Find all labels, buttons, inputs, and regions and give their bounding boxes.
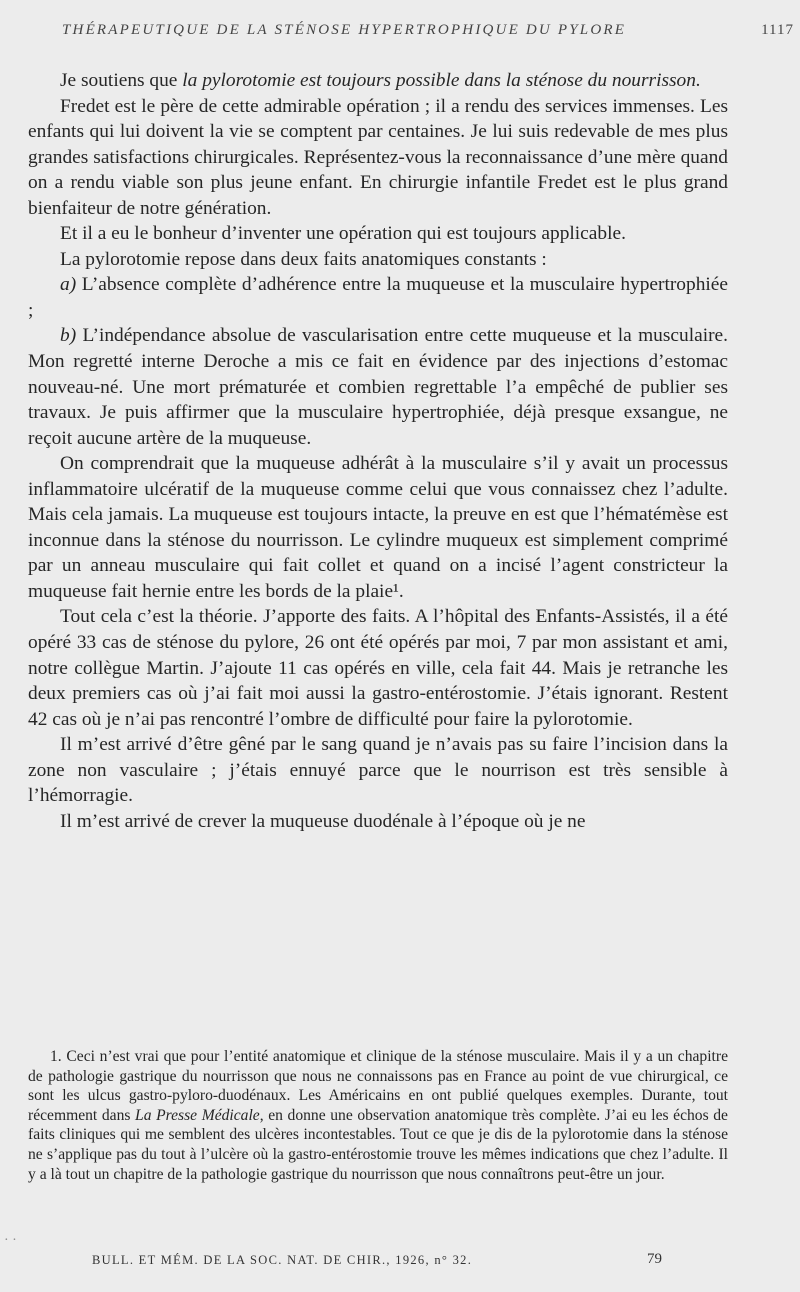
main-text — [28, 68, 728, 834]
list-item-b-text: L’indépendance absolue de vascularisation entre cette muqueuse et la musculaire. Mon regretté interne Deroche a mis ce fait en évidence par des injections d’estomac nouveau-né. Une mort prématurée et combien regrettable l’a empêché de publier ses travaux. Je puis affirmer que la musculaire hypertrophiée, déjà presque exsangue, ne reçoit aucune artère de la muqueuse. — [28, 325, 728, 449]
list-item-a-text: L’absence complète d’adhérence entre la muqueuse et la musculaire hypertrophiée ; — [28, 274, 728, 321]
paragraph-thesis-emphasis: la pylorotomie est toujours possible dans la sténose du nourrisson. — [182, 70, 701, 91]
footnotes — [28, 1047, 728, 1184]
footnote-text-start: 1. Ceci n’est vrai que pour l’entité anatomique et clinique de la sténose musculaire. Mais il y a un chapitre de pathologie gastrique du nourrisson que nous ne connaissons pas en France au point de vue chirurgical, ce sont les ulcus gastro-pyloro-duodénaux. Les Américains en ont publié quelques exemples. Durante, tout récemment dans — [28, 1048, 728, 1124]
list-item-b — [28, 323, 728, 451]
paragraph-anatomical-facts: La pylorotomie repose dans deux faits anatomiques constants : — [60, 248, 547, 270]
signature-mark: 79 — [647, 1251, 662, 1267]
running-head — [62, 22, 794, 39]
paragraph-thesis-text: Je soutiens que — [60, 70, 183, 91]
list-marker-b: b) — [60, 325, 77, 347]
page-number: 1117 — [761, 22, 794, 38]
running-title: THÉRAPEUTIQUE DE LA STÉNOSE HYPERTROPHIQUE DU PYLORE — [62, 22, 627, 38]
paragraph-thesis — [28, 68, 728, 94]
list-marker-a: a) — [60, 274, 77, 296]
paragraph-cases: Tout cela c’est la théorie. J’apporte des faits. A l’hôpital des Enfants-Assistés, il a été opéré 33 cas de sténose du pylore, 26 ont été opérés par moi, 7 par mon assistant et ami, notre collègue Martin. J’ajoute 11 cas opérés en ville, cela fait 44. Mais je retranche les deux premiers cas où j’ai fait moi aussi la gastro-entérostomie. J’étais ignorant. Restent 42 cas où je n’ai pas rencontré l’ombre de difficulté pour faire la pylorotomie. — [28, 606, 728, 730]
margin-mark: · · — [4, 1233, 17, 1248]
paragraph-invention: Et il a eu le bonheur d’inventer une opération qui est toujours applicable. — [60, 223, 626, 245]
paragraph-mucosa: On comprendrait que la muqueuse adhérât à la musculaire s’il y avait un processus inflammatoire ulcératif de la muqueuse comme celui que vous connaissez chez l’adulte. Mais cela jamais. La muqueuse est toujours intacte, la preuve en est que l’hématémèse est inconnue dans la sténose du nourrisson. Le cylindre muqueux est simplement comprimé par un anneau musculaire qui fait collet et quand on a incisé l’agent constricteur la muqueuse fait hernie entre les bords de la plaie¹. — [28, 453, 728, 602]
journal-reference: BULL. ET MÉM. DE LA SOC. NAT. DE CHIR., 1926, n° 32. — [92, 1253, 473, 1267]
footnote-journal-title: La Presse Médicale — [135, 1106, 260, 1124]
paragraph-duodenal: Il m’est arrivé de crever la muqueuse duodénale à l’époque où je ne — [60, 810, 586, 832]
paragraph-fredet: Fredet est le père de cette admirable opération ; il a rendu des services immenses. Les enfants qui lui doivent la vie se comptent par centaines. Je lui suis redevable de mes plus grandes satisfactions chirurgicales. Représentez-vous la reconnaissance d’une mère quand on a rendu viable son plus jeune enfant. En chirurgie infantile Fredet est le plus grand bienfaiteur de notre génération. — [28, 95, 728, 219]
paragraph-bleeding: Il m’est arrivé d’être gêné par le sang quand je n’avais pas su faire l’incision dans la zone non vasculaire ; j’étais ennuyé parce que le nourrison est très sensible à l’hémorragie. — [28, 734, 728, 807]
footnote-1 — [28, 1047, 728, 1184]
page-footer — [92, 1253, 662, 1268]
footnote-text-end: , en donne une observation anatomique très complète. J’ai eu les échos de faits cliniques qui me semblent des ulcères incontestables. Tout ce que je dis de la pylorotomie dans la sténose ne s’applique pas du tout à l’ulcère où la gastro-entérostomie trouve les mêmes indications que chez l’adulte. Il y a là tout un chapitre de la pathologie gastrique du nourrisson que nous connaîtrons peut-être un jour. — [28, 1106, 728, 1183]
list-item-a — [28, 272, 728, 323]
